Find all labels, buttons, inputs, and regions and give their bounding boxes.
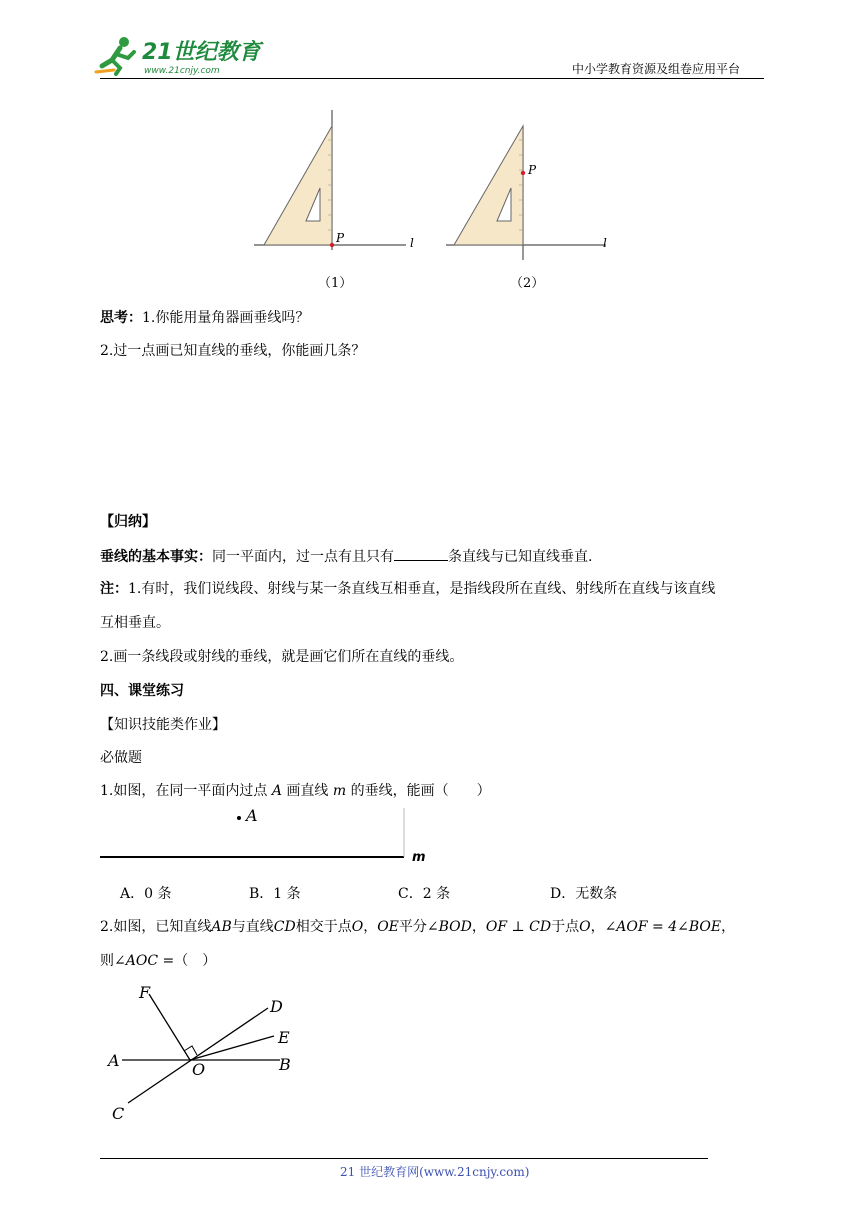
note-1 [100,579,715,599]
q2-label-C: C [112,1104,125,1123]
fig2-point-label: P [528,163,537,177]
question-1: 1.如图，在同一平面内过点 A 画直线 m 的垂线，能画（ ） [100,783,491,799]
fill-blank [394,546,448,561]
q1-figure [98,804,438,864]
logo-url: www.21cnjy.com [144,66,220,76]
fig1-point-label: P [336,231,345,245]
q2-label-A: A [108,1051,120,1070]
note-1-line1: 1.有时，我们说线段、射线与某一条直线互相垂直，是指线段所在直线、射线所在直线与该直线 [128,581,716,597]
platform-title: 中小学教育资源及组卷应用平台 [572,62,741,76]
figure-2 [446,126,606,260]
think-q2: 2.过一点画已知直线的垂线，你能画几条？ [100,343,366,359]
q2-label-D: D [270,997,283,1016]
question-2-line2: 则∠AOC =（ ） [100,953,217,969]
note-label: 注： [100,581,128,597]
q1-option-b[interactable]: B．1 条 [249,886,301,902]
category-heading: 【知识技能类作业】 [100,717,226,733]
header-rule [100,78,764,79]
note-2: 2.画一条线段或射线的垂线，就是画它们所在直线的垂线。 [100,649,464,665]
q2-label-E: E [278,1028,290,1047]
q1-option-a[interactable]: A．0 条 [120,886,172,902]
basic-fact-after: 条直线与已知直线垂直. [448,549,593,565]
note-1-line2: 互相垂直。 [100,615,170,631]
logo-main: 21世纪教育 [142,40,261,65]
basic-fact [100,546,592,567]
q2-label-O: O [192,1060,206,1079]
q1-point-A: A [271,783,282,799]
required-heading: 必做题 [100,750,142,766]
footer-link[interactable]: 21 世纪教育网(www.21cnjy.com) [340,1165,530,1179]
basic-fact-label: 垂线的基本事实： [100,549,212,565]
logo-runner-icon [94,36,140,76]
section-heading: 四、课堂练习 [100,683,184,699]
footer-rule [100,1158,708,1159]
fig2-line-label: l [603,236,607,250]
q2-label-F: F [139,983,151,1002]
q1-line-m: m [332,783,347,799]
q1-fig-line-label: m [412,850,426,865]
question-2-line1: 2.如图，已知直线AB与直线CD相交于点O，OE平分∠BOD，OF ⊥ CD于点O，∠AOF = 4∠BOE， [100,919,736,935]
q1-option-d[interactable]: D．无数条 [550,886,618,902]
basic-fact-before: 同一平面内，过一点有且只有 [212,549,394,565]
fig1-line-label: l [410,236,414,250]
q2-label-B: B [279,1055,291,1074]
think-label: 思考： [100,310,142,326]
fig1-caption: （1） [318,276,353,291]
set-square-figures [240,100,630,300]
fig2-caption: （2） [510,276,545,291]
figure-1 [254,110,406,250]
q1-option-c[interactable]: C．2 条 [398,886,451,902]
summary-title: 【归纳】 [100,514,156,530]
think-q1-text: 1.你能用量角器画垂线吗？ [142,310,310,326]
think-q1 [100,308,309,328]
q1-fig-point-label: A [246,806,258,825]
